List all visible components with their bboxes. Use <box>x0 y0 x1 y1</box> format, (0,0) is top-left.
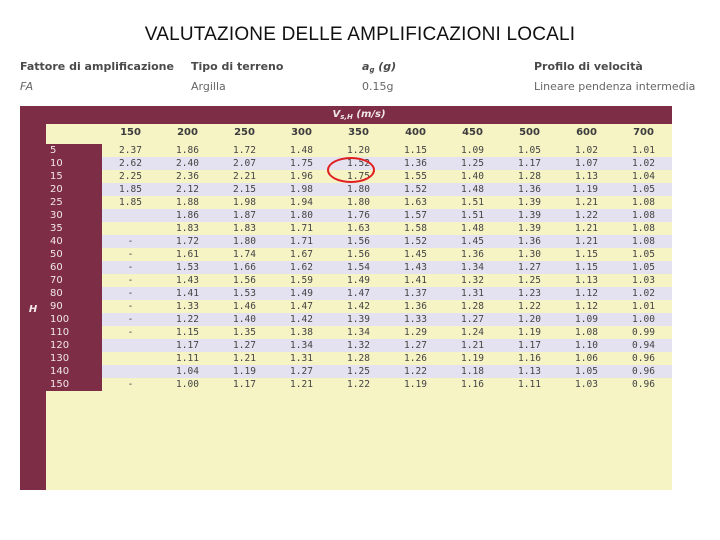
table-cell: 1.12 <box>575 301 598 312</box>
table-cell: 1.46 <box>233 301 256 312</box>
table-cell: 1.21 <box>575 197 598 208</box>
table-cell: 1.34 <box>290 340 313 351</box>
table-cell: - <box>127 327 134 338</box>
table-cell: 1.07 <box>575 158 598 169</box>
vs-column-header: 250 <box>234 127 255 138</box>
vs-column-header: 350 <box>348 127 369 138</box>
depth-row-header: 60 <box>46 261 102 274</box>
table-cell: 1.25 <box>461 158 484 169</box>
table-cell: 1.08 <box>632 197 655 208</box>
vs-header-sub: s,H <box>340 113 353 121</box>
table-cell: 1.48 <box>461 223 484 234</box>
table-cell: 1.37 <box>404 288 427 299</box>
vs-column-header: 300 <box>291 127 312 138</box>
table-cell: 1.23 <box>518 288 541 299</box>
table-cell: 1.25 <box>347 366 370 377</box>
table-cell: 1.86 <box>176 145 199 156</box>
table-cell: 1.22 <box>575 210 598 221</box>
table-cell: 0.96 <box>632 366 655 377</box>
table-cell: 1.47 <box>290 301 313 312</box>
table-cell: 1.56 <box>347 249 370 260</box>
table-cell: - <box>127 262 134 273</box>
table-cell: 1.08 <box>632 210 655 221</box>
table-cell: 1.19 <box>575 184 598 195</box>
table-cell: 1.53 <box>233 288 256 299</box>
table-cell <box>102 209 159 222</box>
table-cell: 1.31 <box>461 288 484 299</box>
depth-row-header: 80 <box>46 287 102 300</box>
table-cell: 1.83 <box>176 223 199 234</box>
table-cell: 2.21 <box>233 171 256 182</box>
amplification-factor-label: Fattore di amplificazione <box>20 60 174 73</box>
table-cell: 1.20 <box>347 145 370 156</box>
table-cell <box>102 365 159 378</box>
table-cell: 1.28 <box>461 301 484 312</box>
ag-label-unit: (g) <box>374 60 397 73</box>
table-cell: 2.07 <box>233 158 256 169</box>
table-cell: 1.27 <box>290 366 313 377</box>
table-cell: 1.36 <box>404 301 427 312</box>
table-cell: 1.31 <box>290 353 313 364</box>
table-cell: 1.01 <box>632 145 655 156</box>
table-cell: 1.22 <box>347 379 370 390</box>
table-cell: 1.88 <box>176 197 199 208</box>
depth-row-header: 150 <box>46 378 102 391</box>
vs-column-header: 400 <box>405 127 426 138</box>
table-cell: 1.86 <box>176 210 199 221</box>
ag-label-sub: g <box>369 66 375 74</box>
table-cell: - <box>127 275 134 286</box>
table-cell <box>102 222 159 235</box>
table-cell: 2.15 <box>233 184 256 195</box>
table-cell: 1.19 <box>404 379 427 390</box>
table-cell: 1.53 <box>176 262 199 273</box>
table-cell: 1.33 <box>176 301 199 312</box>
vs-column-header: 450 <box>462 127 483 138</box>
table-cell: - <box>127 236 134 247</box>
table-cell: 1.71 <box>290 223 313 234</box>
table-cell: 1.06 <box>575 353 598 364</box>
table-cell: 1.98 <box>290 184 313 195</box>
table-cell: 1.11 <box>518 379 541 390</box>
table-cell: 1.22 <box>404 366 427 377</box>
table-cell: 1.72 <box>176 236 199 247</box>
table-cell: 1.02 <box>632 288 655 299</box>
table-cell: 1.94 <box>290 197 313 208</box>
ag-label <box>362 60 396 74</box>
table-cell: 1.40 <box>461 171 484 182</box>
table-cell: 1.19 <box>233 366 256 377</box>
table-cell: 1.63 <box>404 197 427 208</box>
table-cell: 1.75 <box>290 158 313 169</box>
table-cell: 1.29 <box>404 327 427 338</box>
table-cell: 1.15 <box>575 249 598 260</box>
table-cell: - <box>127 379 134 390</box>
table-cell: 1.48 <box>290 145 313 156</box>
table-cell: 1.87 <box>233 210 256 221</box>
table-cell: 1.24 <box>461 327 484 338</box>
table-cell: 1.80 <box>233 236 256 247</box>
table-cell: 1.52 <box>404 236 427 247</box>
vs-column-header: 500 <box>519 127 540 138</box>
table-cell: 1.02 <box>632 158 655 169</box>
table-cell: 1.76 <box>347 210 370 221</box>
table-cell: 1.21 <box>233 353 256 364</box>
table-cell: 1.04 <box>176 366 199 377</box>
table-cell: 1.96 <box>290 171 313 182</box>
table-cell: 1.41 <box>404 275 427 286</box>
vs-column-header: 700 <box>633 127 654 138</box>
vs-column-header: 600 <box>576 127 597 138</box>
table-cell: 1.42 <box>290 314 313 325</box>
table-cell: 1.74 <box>233 249 256 260</box>
table-cell: 1.49 <box>347 275 370 286</box>
table-cell: 1.80 <box>347 184 370 195</box>
table-cell: 1.61 <box>176 249 199 260</box>
table-cell: 1.36 <box>518 184 541 195</box>
depth-row-header: 130 <box>46 352 102 365</box>
table-cell: 1.34 <box>461 262 484 273</box>
slide-title: VALUTAZIONE DELLE AMPLIFICAZIONI LOCALI <box>144 24 576 45</box>
table-cell: 1.52 <box>404 184 427 195</box>
vs-header-unit: (m/s) <box>352 109 386 120</box>
table-cell: 1.18 <box>461 366 484 377</box>
depth-row-header: 20 <box>46 183 102 196</box>
table-cell: 1.05 <box>518 145 541 156</box>
table-cell: 1.19 <box>461 353 484 364</box>
table-cell: 0.96 <box>632 353 655 364</box>
table-cell: 1.45 <box>461 236 484 247</box>
table-cell: 1.05 <box>575 366 598 377</box>
table-cell: 1.40 <box>233 314 256 325</box>
table-cell: 1.08 <box>632 223 655 234</box>
table-cell: 1.03 <box>575 379 598 390</box>
table-cell: 1.39 <box>347 314 370 325</box>
table-cell: 1.25 <box>518 275 541 286</box>
depth-row-header: 5 <box>46 144 102 157</box>
table-cell: 0.96 <box>632 379 655 390</box>
table-cell: 1.57 <box>404 210 427 221</box>
table-cell <box>102 339 159 352</box>
table-cell: 1.59 <box>290 275 313 286</box>
table-cell: 1.58 <box>404 223 427 234</box>
depth-row-header: 140 <box>46 365 102 378</box>
vs-header-main: V <box>332 109 341 120</box>
table-cell: 1.41 <box>176 288 199 299</box>
depth-row-header: 110 <box>46 326 102 339</box>
table-cell: 1.51 <box>461 210 484 221</box>
table-cell: 1.80 <box>347 197 370 208</box>
table-cell: - <box>127 288 134 299</box>
table-cell: 1.22 <box>518 301 541 312</box>
table-cell: 1.00 <box>176 379 199 390</box>
table-cell: 1.05 <box>632 262 655 273</box>
table-cell: 1.75 <box>347 171 370 182</box>
table-cell: 1.05 <box>632 184 655 195</box>
table-cell: 1.15 <box>575 262 598 273</box>
vs-column-header: 150 <box>120 127 141 138</box>
table-cell: 1.13 <box>575 171 598 182</box>
vs-column-header: 200 <box>177 127 198 138</box>
velocity-profile-value: Lineare pendenza intermedia <box>534 80 696 93</box>
table-cell: - <box>127 301 134 312</box>
table-cell: 1.43 <box>176 275 199 286</box>
table-cell: 1.28 <box>518 171 541 182</box>
table-cell: 1.54 <box>347 262 370 273</box>
table-cell: 1.43 <box>404 262 427 273</box>
table-cell: 1.45 <box>404 249 427 260</box>
table-cell: 1.26 <box>404 353 427 364</box>
velocity-profile-label: Profilo di velocità <box>534 60 643 73</box>
table-cell: 1.17 <box>176 340 199 351</box>
table-cell: 1.16 <box>518 353 541 364</box>
vs-header <box>46 106 672 124</box>
table-cell: 1.55 <box>404 171 427 182</box>
table-cell: 1.13 <box>518 366 541 377</box>
table-cell: 1.51 <box>461 197 484 208</box>
table-cell: 1.15 <box>176 327 199 338</box>
highlight-circle <box>327 157 375 183</box>
table-cell: 1.19 <box>518 327 541 338</box>
depth-row-header: 10 <box>46 157 102 170</box>
table-cell: 1.21 <box>575 223 598 234</box>
table-cell: 2.25 <box>119 171 142 182</box>
table-cell: 1.15 <box>404 145 427 156</box>
table-cell: 1.21 <box>575 236 598 247</box>
table-cell: 2.37 <box>119 145 142 156</box>
table-cell: 1.17 <box>233 379 256 390</box>
table-cell: 1.35 <box>233 327 256 338</box>
table-cell: 1.27 <box>233 340 256 351</box>
table-cell: 1.34 <box>347 327 370 338</box>
table-cell: 2.36 <box>176 171 199 182</box>
table-cell: 0.94 <box>632 340 655 351</box>
depth-row-header: 30 <box>46 209 102 222</box>
depth-row-header: 90 <box>46 300 102 313</box>
table-cell: 1.05 <box>632 249 655 260</box>
ag-value: 0.15g <box>362 80 394 93</box>
table-cell: 1.17 <box>518 340 541 351</box>
table-cell: 1.36 <box>461 249 484 260</box>
table-cell: 1.08 <box>575 327 598 338</box>
parameters-block <box>20 58 696 98</box>
table-cell: 2.12 <box>176 184 199 195</box>
table-cell: 1.98 <box>233 197 256 208</box>
table-cell: 1.36 <box>518 236 541 247</box>
depth-row-header: 25 <box>46 196 102 209</box>
table-cell: 1.20 <box>518 314 541 325</box>
table-cell: 1.12 <box>575 288 598 299</box>
table-cell: 1.30 <box>518 249 541 260</box>
table-cell: 1.09 <box>461 145 484 156</box>
table-cell: 1.42 <box>347 301 370 312</box>
table-cell: - <box>127 249 134 260</box>
depth-row-header: 40 <box>46 235 102 248</box>
table-cell: 2.40 <box>176 158 199 169</box>
depth-row-header: 100 <box>46 313 102 326</box>
table-cell: 1.71 <box>290 236 313 247</box>
table-cell: 1.39 <box>518 223 541 234</box>
table-cell: 1.02 <box>575 145 598 156</box>
depth-row-header: 120 <box>46 339 102 352</box>
table-cell: 1.13 <box>575 275 598 286</box>
depth-row-header: 35 <box>46 222 102 235</box>
terrain-type-value: Argilla <box>191 80 226 93</box>
table-cell: 1.01 <box>632 301 655 312</box>
table-cell: 0.99 <box>632 327 655 338</box>
depth-row-header: 50 <box>46 248 102 261</box>
table-cell: 1.67 <box>290 249 313 260</box>
table-cell: 1.48 <box>461 184 484 195</box>
table-cell: 1.85 <box>119 184 142 195</box>
table-cell: 1.09 <box>575 314 598 325</box>
table-cell: 1.11 <box>176 353 199 364</box>
terrain-type-label: Tipo di terreno <box>191 60 284 73</box>
table-cell: 1.83 <box>233 223 256 234</box>
table-cell: 1.33 <box>404 314 427 325</box>
table-cell: 1.36 <box>404 158 427 169</box>
table-cell: 1.72 <box>233 145 256 156</box>
table-cell: 1.52 <box>347 158 370 169</box>
depth-row-header: 70 <box>46 274 102 287</box>
table-cell: 1.16 <box>461 379 484 390</box>
table-cell: 1.03 <box>632 275 655 286</box>
table-cell: - <box>127 314 134 325</box>
table-cell: 1.32 <box>461 275 484 286</box>
table-cell: 1.27 <box>404 340 427 351</box>
table-cell: 1.28 <box>347 353 370 364</box>
table-cell: 1.27 <box>518 262 541 273</box>
table-cell: 1.47 <box>347 288 370 299</box>
depth-row-header: 15 <box>46 170 102 183</box>
table-cell: 2.62 <box>119 158 142 169</box>
table-cell: 1.85 <box>119 197 142 208</box>
table-cell: 1.08 <box>632 236 655 247</box>
table-cell: 1.21 <box>290 379 313 390</box>
table-cell: 1.21 <box>461 340 484 351</box>
table-cell: 1.80 <box>290 210 313 221</box>
table-cell: 1.10 <box>575 340 598 351</box>
table-cell: 1.39 <box>518 197 541 208</box>
table-cell: 1.38 <box>290 327 313 338</box>
table-cell: 1.56 <box>233 275 256 286</box>
table-cell: 1.17 <box>518 158 541 169</box>
h-axis-label: H <box>28 304 38 315</box>
table-cell: 1.62 <box>290 262 313 273</box>
amplification-factor-value: FA <box>20 80 34 93</box>
table-cell: 1.63 <box>347 223 370 234</box>
table-cell: 1.04 <box>632 171 655 182</box>
table-cell: 1.27 <box>461 314 484 325</box>
table-cell: 1.32 <box>347 340 370 351</box>
table-cell: 1.22 <box>176 314 199 325</box>
table-cell: 1.56 <box>347 236 370 247</box>
table-cell: 1.66 <box>233 262 256 273</box>
table-cell <box>102 352 159 365</box>
table-cell: 1.00 <box>632 314 655 325</box>
table-cell: 1.39 <box>518 210 541 221</box>
table-cell: 1.49 <box>290 288 313 299</box>
ag-label-main: a <box>362 60 370 73</box>
